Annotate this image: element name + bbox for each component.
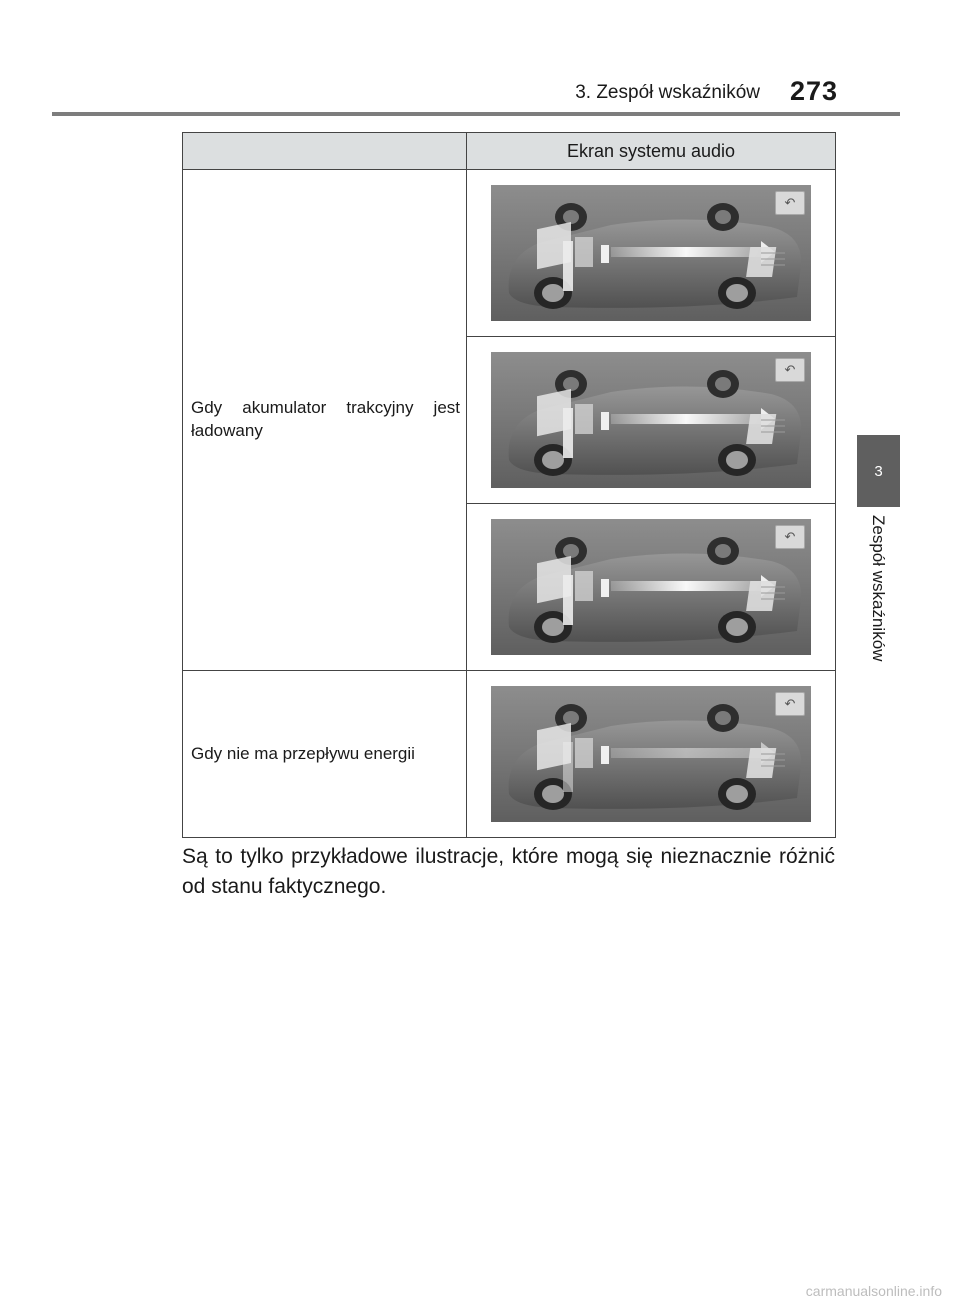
screen-cell <box>467 671 836 838</box>
screen-cell <box>467 170 836 337</box>
caption-note: Są to tylko przykładowe ilustracje, które mogą się nieznacznie różnić od stanu faktycznego. <box>182 845 835 899</box>
row-label-charging: Gdy akumulator trakcyjny jest ładowany <box>183 170 467 671</box>
energy-flow-screen <box>491 686 811 822</box>
chapter-number: 3 <box>874 462 883 480</box>
table-row <box>183 671 836 838</box>
table-row <box>183 170 836 337</box>
page-number: 273 <box>790 76 839 106</box>
energy-monitor-table <box>182 132 836 838</box>
header-cell-empty <box>183 133 467 170</box>
table-header-row <box>183 133 836 170</box>
watermark: carmanualsonline.info <box>805 1283 942 1299</box>
energy-flow-screen <box>491 519 811 655</box>
header-rule <box>52 112 900 116</box>
screen-cell <box>467 504 836 671</box>
header-section-title: 3. Zespół wskaźników <box>575 82 760 103</box>
header-cell-audio-screen: Ekran systemu audio <box>467 133 836 170</box>
back-arrow-icon[interactable]: ↶ <box>775 692 805 716</box>
chapter-label: Zespół wskaźników <box>869 515 888 662</box>
energy-flow-screen <box>491 352 811 488</box>
row-label-no-flow: Gdy nie ma przepływu energii <box>183 671 467 838</box>
screen-cell <box>467 337 836 504</box>
back-arrow-icon[interactable]: ↶ <box>775 525 805 549</box>
chapter-tab[interactable] <box>857 435 900 507</box>
back-arrow-icon[interactable]: ↶ <box>775 191 805 215</box>
back-arrow-icon[interactable]: ↶ <box>775 358 805 382</box>
energy-flow-screen <box>491 185 811 321</box>
